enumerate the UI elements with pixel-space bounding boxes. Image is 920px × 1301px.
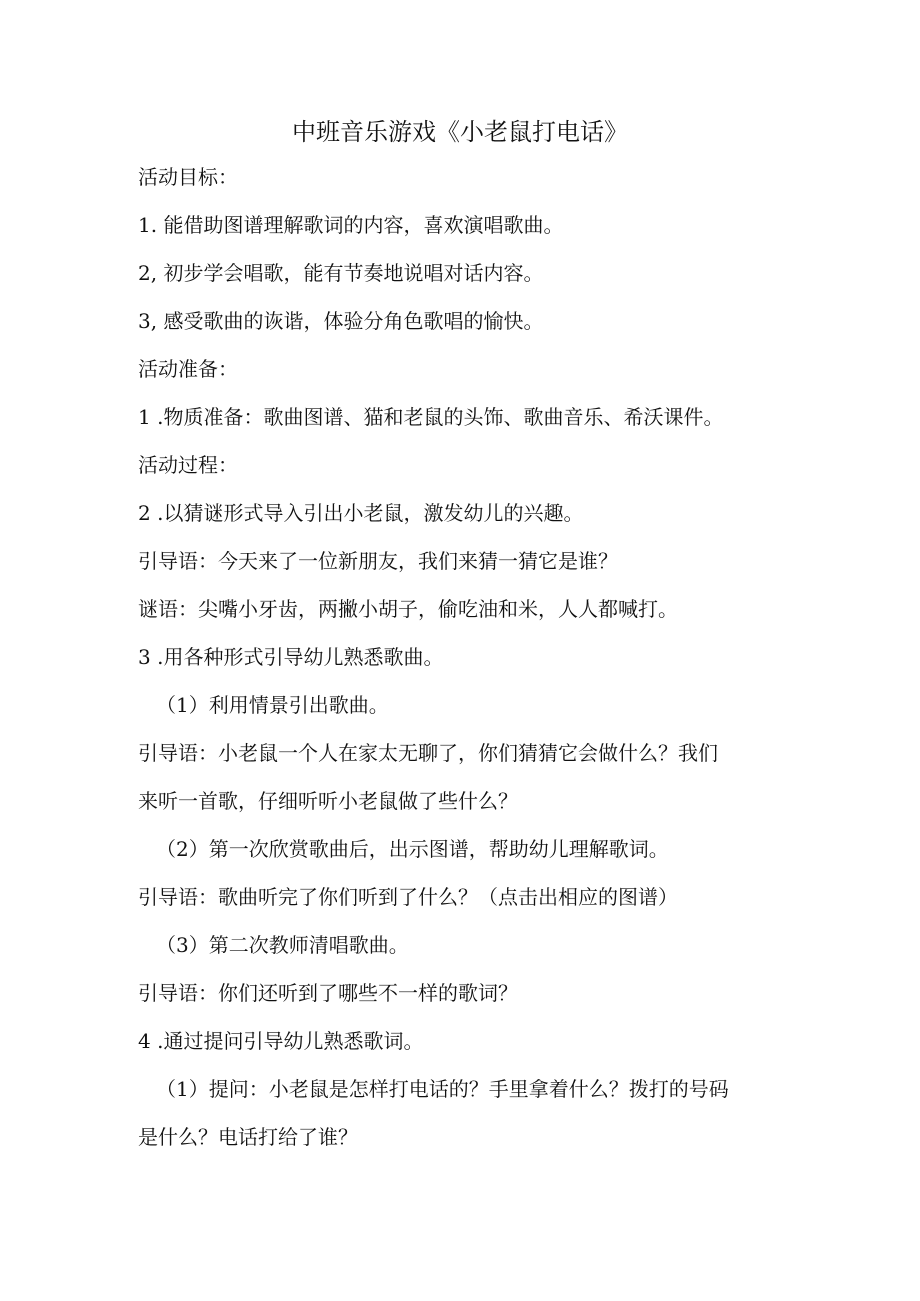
sub-step-3: （3）第二次教师清唱歌曲。 (156, 933, 409, 957)
preparation-item-1: 1 .物质准备：歌曲图谱、猫和老鼠的头饰、歌曲音乐、希沃课件。 (138, 405, 724, 429)
guide-text-4: 引导语：你们还听到了哪些不一样的歌词？ (138, 981, 518, 1005)
question-line-1: （1）提问：小老鼠是怎样打电话的？手里拿着什么？拨打的号码 (156, 1077, 729, 1101)
process-step-2: 2 .以猜谜形式导入引出小老鼠，激发幼儿的兴趣。 (138, 501, 584, 525)
goal-item-2: 2, 初步学会唱歌，能有节奏地说唱对话内容。 (138, 261, 544, 285)
process-step-4: 4 .通过提问引导幼儿熟悉歌词。 (138, 1029, 424, 1053)
section-heading-goals: 活动目标： (138, 165, 238, 189)
guide-text-2-line-2: 来听一首歌，仔细听听小老鼠做了些什么？ (138, 789, 518, 813)
guide-text-1: 引导语：今天来了一位新朋友，我们来猜一猜它是谁？ (138, 549, 618, 573)
guide-text-3: 引导语：歌曲听完了你们听到了什么？（点击出相应的图谱） (138, 885, 678, 909)
guide-text-2-line-1: 引导语：小老鼠一个人在家太无聊了，你们猜猜它会做什么？我们 (138, 741, 718, 765)
goal-item-1: 1. 能借助图谱理解歌词的内容，喜欢演唱歌曲。 (138, 213, 564, 237)
document-title: 中班音乐游戏《小老鼠打电话》 (292, 118, 628, 146)
section-heading-process: 活动过程： (138, 453, 238, 477)
goal-item-3: 3, 感受歌曲的诙谐，体验分角色歌唱的愉快。 (138, 309, 544, 333)
question-line-2: 是什么？电话打给了谁？ (138, 1125, 358, 1149)
process-step-3: 3 .用各种形式引导幼儿熟悉歌曲。 (138, 645, 444, 669)
section-heading-preparation: 活动准备： (138, 357, 238, 381)
sub-step-2: （2）第一次欣赏歌曲后，出示图谱，帮助幼儿理解歌词。 (156, 837, 669, 861)
sub-step-1: （1）利用情景引出歌曲。 (156, 693, 389, 717)
riddle-text: 谜语：尖嘴小牙齿，两撇小胡子，偷吃油和米，人人都喊打。 (138, 597, 678, 621)
